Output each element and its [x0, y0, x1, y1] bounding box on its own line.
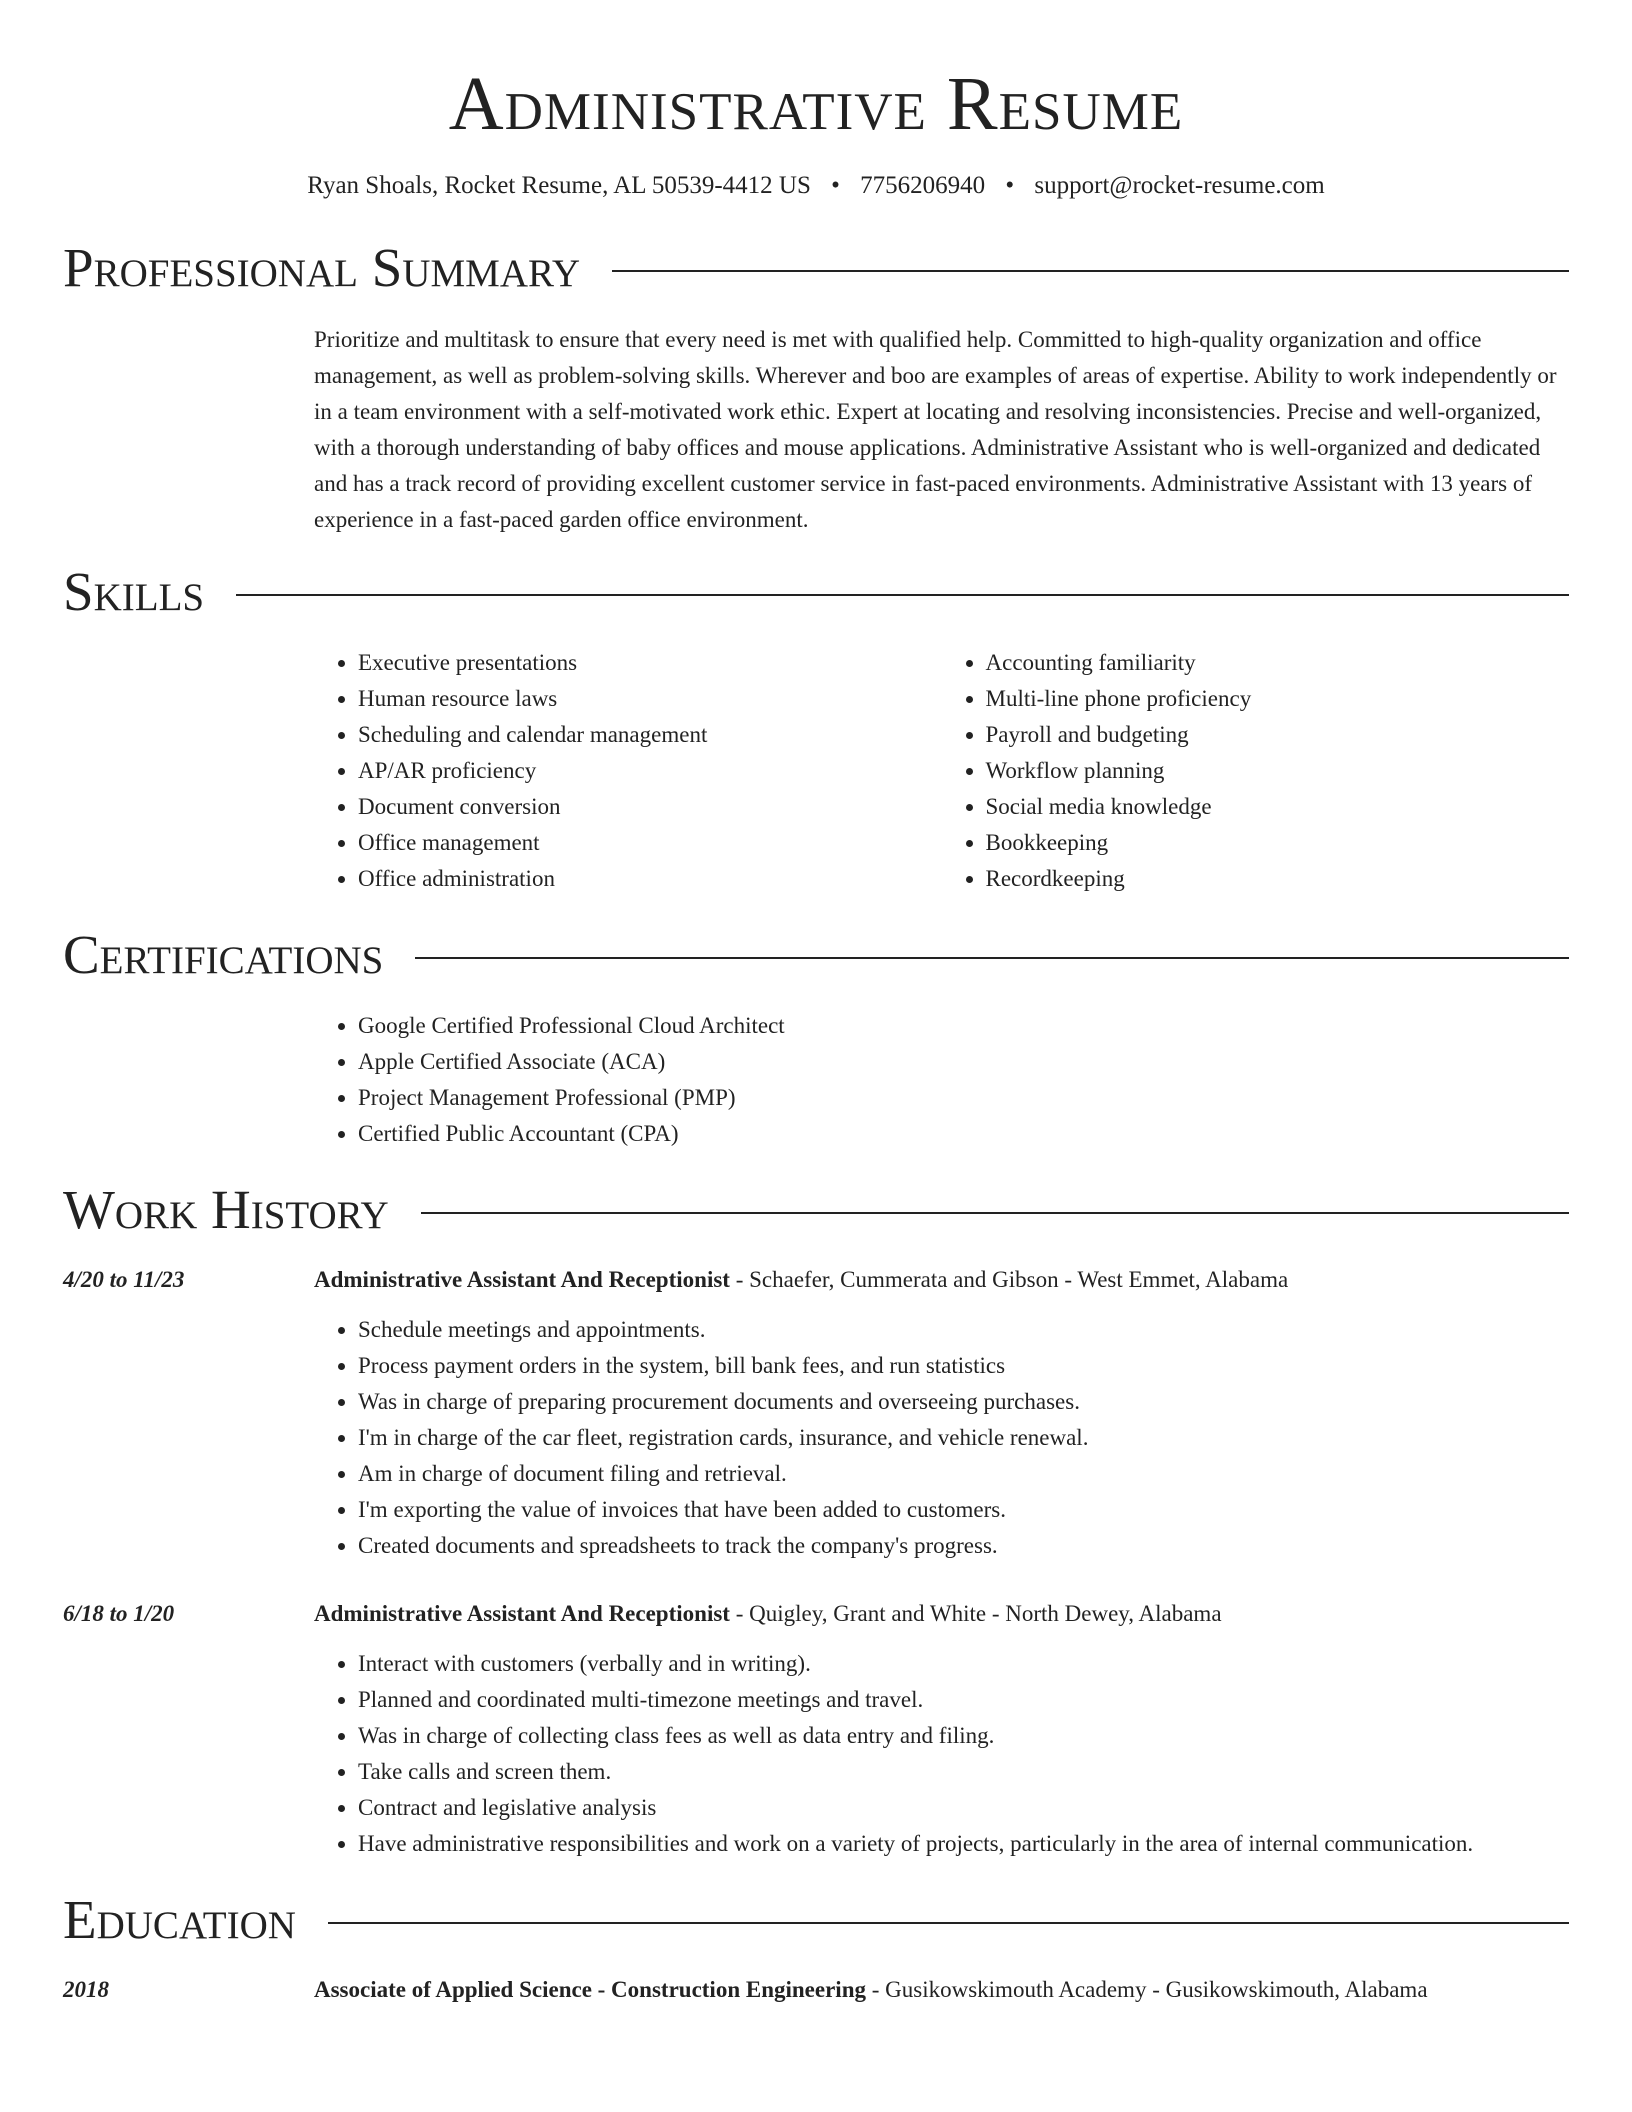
- skill-item: • Social media knowledge: [986, 789, 1570, 825]
- section-rule: [236, 594, 1569, 596]
- section-title: Skills: [63, 561, 205, 622]
- skills-list-right: [942, 645, 1570, 897]
- job-bullet: • Am in charge of document filing and retrieval.: [358, 1456, 1569, 1492]
- certification-item: • Google Certified Professional Cloud Architect: [358, 1008, 1569, 1044]
- section-title: Certifications: [63, 924, 384, 985]
- skill-item: • Multi-line phone proficiency: [986, 681, 1570, 717]
- job-bullet: • Created documents and spreadsheets to track the company's progress.: [358, 1528, 1569, 1564]
- skill-item: • Office management: [358, 825, 942, 861]
- job-bullet: • Interact with customers (verbally and in writing).: [358, 1646, 1569, 1682]
- skill-item: • Payroll and budgeting: [986, 717, 1570, 753]
- section-rule: [328, 1922, 1569, 1924]
- job-title-line: [314, 1596, 1222, 1632]
- job-bullet: • Was in charge of preparing procurement documents and overseeing purchases.: [358, 1384, 1569, 1420]
- job-entry: [63, 1596, 1569, 1632]
- skills-columns: [314, 645, 1569, 897]
- job-bullet: • Planned and coordinated multi-timezone meetings and travel.: [358, 1682, 1569, 1718]
- skills-list-left: [314, 645, 942, 897]
- contact-separator: •: [831, 172, 840, 199]
- skill-item: • Office administration: [358, 861, 942, 897]
- section-title: Work History: [63, 1179, 389, 1240]
- contact-address: Ryan Shoals, Rocket Resume, AL 50539-4412 US: [307, 172, 811, 199]
- certification-item: • Certified Public Accountant (CPA): [358, 1116, 1569, 1152]
- job-bullet: • Have administrative responsibilities and work on a variety of projects, particularly in the area of internal communication.: [358, 1826, 1569, 1862]
- summary-text: Prioritize and multitask to ensure that every need is met with qualified help. Committed to high-quality organization and office management, as well as problem-solving skills. Wherever and boo are examples of areas of expertise. Ability to work independently or in a team environment with a self-motivated work ethic. Expert at locating and resolving inconsistencies. Precise and well-organized, with a thorough understanding of baby offices and mouse applications. Administrative Assistant who is well-organized and dedicated and has a track record of providing excellent customer service in fast-paced environments. Administrative Assistant with 13 years of experience in a fast-paced garden office environment.: [314, 327, 1557, 532]
- section-education-header: [63, 1890, 1569, 1950]
- skill-item: • Human resource laws: [358, 681, 942, 717]
- job-bullet: • I'm exporting the value of invoices that have been added to customers.: [358, 1492, 1569, 1528]
- section-rule: [415, 957, 1569, 959]
- job-role: Administrative Assistant And Receptionist: [314, 1267, 730, 1292]
- skill-item: • Workflow planning: [986, 753, 1570, 789]
- education-degree: Associate of Applied Science - Construction Engineering: [314, 1977, 866, 2002]
- job-bullet: • Contract and legislative analysis: [358, 1790, 1569, 1826]
- job-bullet: • Take calls and screen them.: [358, 1754, 1569, 1790]
- section-title: Education: [63, 1889, 296, 1950]
- summary-block: [314, 322, 1569, 538]
- education-entry: [63, 1972, 1569, 2008]
- job-bullet: • Schedule meetings and appointments.: [358, 1312, 1569, 1348]
- section-summary-header: [63, 238, 1569, 298]
- skill-item: • Bookkeeping: [986, 825, 1570, 861]
- job-bullet-list: [314, 1312, 1569, 1564]
- section-title: Professional Summary: [63, 237, 581, 298]
- job-entry: [63, 1262, 1569, 1298]
- skill-item: • Scheduling and calendar management: [358, 717, 942, 753]
- section-rule: [421, 1212, 1569, 1214]
- skill-item: • Accounting familiarity: [986, 645, 1570, 681]
- skill-item: • Executive presentations: [358, 645, 942, 681]
- education-line: [314, 1972, 1428, 2008]
- skill-item: • Recordkeeping: [986, 861, 1570, 897]
- job-title-line: [314, 1262, 1288, 1298]
- job-company: - Quigley, Grant and White - North Dewey, Alabama: [729, 1601, 1222, 1626]
- job-bullet: • Was in charge of collecting class fees as well as data entry and filing.: [358, 1718, 1569, 1754]
- job-bullet: • Process payment orders in the system, bill bank fees, and run statistics: [358, 1348, 1569, 1384]
- certifications-list: [314, 1008, 1569, 1152]
- job-bullets: [314, 1646, 1569, 1862]
- job-bullet-list: [314, 1646, 1569, 1862]
- resume-title: Administrative Resume: [448, 62, 1184, 146]
- contact-separator: •: [1005, 172, 1015, 199]
- job-company: - Schaefer, Cummerata and Gibson - West Emmet, Alabama: [729, 1267, 1289, 1292]
- section-skills-header: [63, 562, 1569, 622]
- job-bullets: [314, 1312, 1569, 1564]
- education-school: - Gusikowskimouth Academy - Gusikowskimouth, Alabama: [866, 1977, 1428, 2002]
- certifications-block: [314, 1008, 1569, 1152]
- education-year: 2018: [63, 1977, 109, 2002]
- job-role: Administrative Assistant And Receptionist: [314, 1601, 730, 1626]
- skill-item: • AP/AR proficiency: [358, 753, 942, 789]
- job-bullet: • I'm in charge of the car fleet, registration cards, insurance, and vehicle renewal.: [358, 1420, 1569, 1456]
- section-certifications-header: [63, 925, 1569, 985]
- job-dates: 6/18 to 1/20: [63, 1601, 175, 1626]
- contact-line: [63, 170, 1569, 202]
- certification-item: • Apple Certified Associate (ACA): [358, 1044, 1569, 1080]
- contact-email: support@rocket-resume.com: [1034, 172, 1325, 199]
- section-rule: [612, 270, 1569, 272]
- skill-item: • Document conversion: [358, 789, 942, 825]
- job-dates: 4/20 to 11/23: [63, 1267, 185, 1292]
- section-work-header: [63, 1180, 1569, 1240]
- certification-item: • Project Management Professional (PMP): [358, 1080, 1569, 1116]
- contact-phone: 7756206940: [860, 172, 986, 199]
